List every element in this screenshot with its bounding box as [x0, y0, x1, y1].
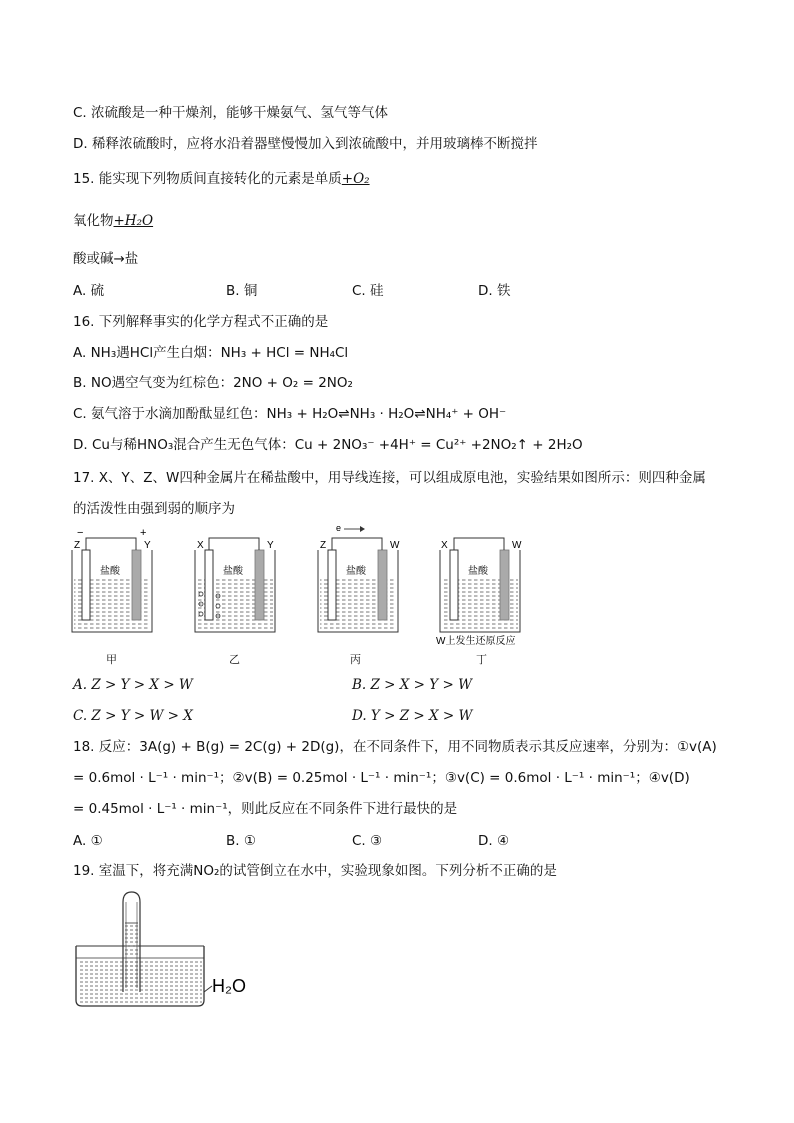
- cell-jia: [72, 527, 152, 632]
- cell-ding-acid-label: 盐酸: [468, 566, 488, 577]
- q18-option-b: B. ①: [226, 833, 256, 849]
- cell-bing-electrode-w: W: [390, 540, 400, 551]
- q15-option-d: D. 铁: [478, 283, 511, 299]
- q18-line2: = 0.6mol · L⁻¹ · min⁻¹；②v(B) = 0.25mol · L⁻¹ · min⁻¹；③v(C) = 0.6mol · L⁻¹ · min⁻¹；④v(D): [73, 770, 690, 786]
- q15-stem: 15. 能实现下列物质间直接转化的元素是单质+O₂: [73, 171, 370, 187]
- cell-ding: [436, 538, 522, 647]
- q15-line2: 氧化物+H₂O: [73, 213, 154, 229]
- q15-arrow-o2: +O₂: [341, 171, 370, 187]
- q17-stem-line1: 17. X、Y、Z、W四种金属片在稀盐酸中，用导线连接，可以组成原电池，实验结果如图所示：则四种金属: [73, 470, 706, 486]
- q18-option-d: D. ④: [478, 833, 510, 849]
- q15-line3: 酸或碱→盐: [73, 251, 139, 267]
- q16-stem: 16. 下列解释事实的化学方程式不正确的是: [73, 314, 329, 330]
- q17-option-c: C. Z > Y > W > X: [73, 708, 193, 724]
- q19-water-label: H₂O: [212, 976, 246, 996]
- cell-ding-electrode-x: X: [441, 540, 448, 551]
- q16-option-a: A. NH₃遇HCl产生白烟：NH₃ + HCl = NH₄Cl: [73, 345, 349, 361]
- q17-option-a: A. Z > Y > X > W: [73, 677, 193, 693]
- cell-jia-minus: −: [77, 527, 84, 539]
- cell-jia-acid-label: 盐酸: [100, 566, 120, 577]
- q17-option-b: B. Z > X > Y > W: [352, 677, 472, 693]
- q18-option-a: A. ①: [73, 833, 103, 849]
- cell-yi-electrode-x: X: [197, 540, 204, 551]
- caption-jia: 甲: [106, 653, 117, 666]
- q18-line1: 18. 反应：3A(g) + B(g) = 2C(g) + 2D(g)，在不同条件下，用不同物质表示其反应速率，分别为：①v(A): [73, 739, 717, 755]
- q15-option-a: A. 硫: [73, 283, 105, 299]
- cell-bing: [318, 523, 400, 632]
- q14-option-c: C. 浓硫酸是一种干燥剂，能够干燥氨气、氢气等气体: [73, 105, 389, 121]
- caption-yi: 乙: [229, 653, 240, 666]
- q16-option-b: B. NO遇空气变为红棕色：2NO + O₂ = 2NO₂: [73, 375, 353, 391]
- q16-option-c: C. 氨气溶于水滴加酚酞显红色：NH₃ + H₂O⇌NH₃ · H₂O⇌NH₄⁺ + OH⁻: [73, 406, 507, 422]
- cell-ding-electrode-w: W: [512, 540, 522, 551]
- q19-inverted-tube-figure: [70, 888, 270, 1013]
- q18-option-c: C. ③: [352, 833, 383, 849]
- cell-yi: [195, 538, 275, 632]
- caption-ding: 丁: [476, 653, 487, 666]
- q17-galvanic-cells-figure: [60, 522, 540, 652]
- cell-yi-acid-label: 盐酸: [223, 566, 243, 577]
- cell-bing-electron-label: e: [336, 523, 342, 533]
- cell-ding-note: W上发生还原反应: [436, 636, 516, 647]
- q17-option-d: D. Y > Z > X > W: [352, 708, 473, 724]
- cell-bing-acid-label: 盐酸: [346, 566, 366, 577]
- q14-option-d: D. 稀释浓硫酸时，应将水沿着器壁慢慢加入到浓硫酸中，并用玻璃棒不断搅拌: [73, 136, 538, 152]
- q15-arrow-h2o: +H₂O: [113, 213, 154, 229]
- q15-option-b: B. 铜: [226, 283, 258, 299]
- cell-yi-electrode-y: Y: [267, 540, 274, 551]
- cell-jia-plus: +: [140, 527, 147, 539]
- caption-bing: 丙: [350, 653, 361, 666]
- q17-stem-line2: 的活泼性由强到弱的顺序为: [73, 501, 235, 517]
- cell-jia-electrode-y: Y: [144, 540, 151, 551]
- cell-jia-electrode-z: Z: [74, 540, 81, 551]
- q15-option-c: C. 硅: [352, 283, 384, 299]
- q18-line3: = 0.45mol · L⁻¹ · min⁻¹，则此反应在不同条件下进行最快的是: [73, 801, 458, 817]
- cell-bing-electrode-z: Z: [320, 540, 327, 551]
- q19-stem: 19. 室温下，将充满NO₂的试管倒立在水中，实验现象如图。下列分析不正确的是: [73, 863, 557, 879]
- q16-option-d: D. Cu与稀HNO₃混合产生无色气体：Cu + 2NO₃⁻ +4H⁺ = Cu²⁺ +2NO₂↑ + 2H₂O: [73, 437, 583, 453]
